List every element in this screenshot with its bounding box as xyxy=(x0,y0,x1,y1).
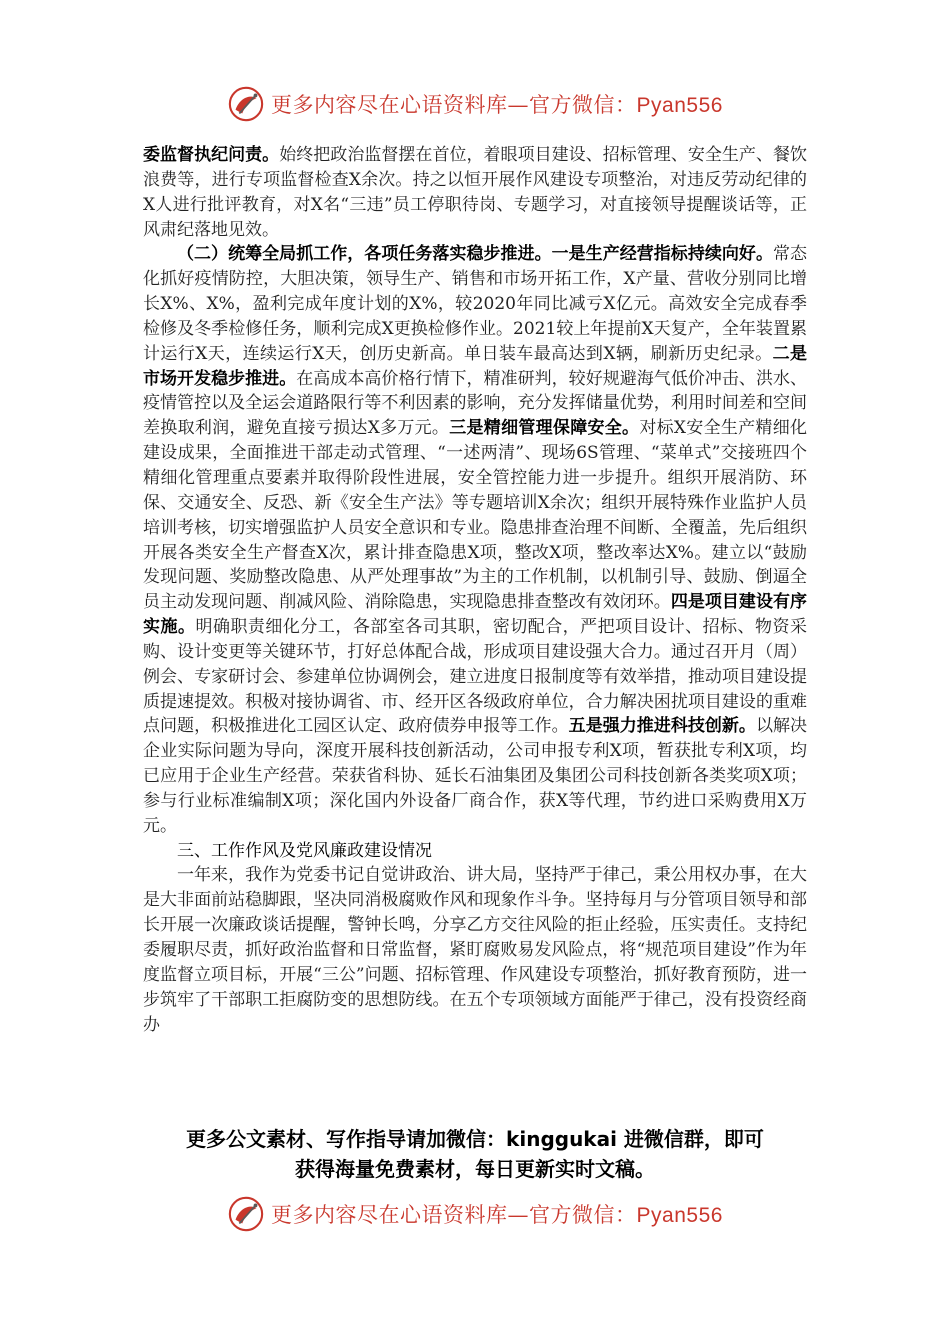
promo-line-1: 更多公文素材、写作指导请加微信：kinggukai 进微信群，即可 xyxy=(186,1127,764,1151)
paragraph-integrity: 一年来，我作为党委书记自觉讲政治、讲大局，坚持严于律己，秉公用权办事，在大是大非面前站稳脚跟，坚决同消极腐败作风和现象作斗争。坚持每月与分管项目领导和部长开展一次廉政谈话提醒，警钟长鸣，分享乙方交往风险的拒止经验，压实责任。支持纪委履职尽责，抓好政治监督和日常监督，紧盯腐败易发风险点，将“规范项目建设”作为年度监督立项目标，开展“三公”问题、招标管理、作风建设专项整治，抓好教育预防，进一步筑牢了干部职工拒腐防变的思想防线。在五个专项领域方面能严于律己，没有投资经商办 xyxy=(143,865,807,1035)
promo-line-2: 获得海量免费素材，每日更新实时文稿。 xyxy=(295,1157,655,1181)
xinyu-logo-icon xyxy=(227,85,265,123)
section-heading-3: 三、工作作风及党风廉政建设情况 xyxy=(177,840,432,861)
watermark-text: 更多内容尽在心语资料库—官方微信：Pyan556 xyxy=(271,1203,723,1227)
watermark-banner-top xyxy=(0,84,950,124)
paragraph-overall-work: （二）统筹全局抓工作，各项任务落实稳步推进。一是生产经营指标持续向好。常态化抓好疫情防控，大胆决策，领导生产、销售和市场开拓工作，X产量、营收分别同比增长X%、X%，盈利完成年度计划的X%，较2020年同比减亏X亿元。高效安全完成春季检修及冬季检修任务，顺利完成X更换检修作业。2021较上年提前X天复产，全年装置累计运行X天，连续运行X天，创历史新高。单日装车最高达到X辆，刷新历史纪录。二是市场开发稳步推进。在高成本高价格行情下，精准研判，较好规避海气低价冲击、洪水、疫情管控以及全运会道路限行等不利因素的影响，充分发挥储量优势，利用时间差和空间差换取利润，避免直接亏损达X多万元。三是精细管理保障安全。对标X安全生产精细化建设成果，全面推进干部走动式管理、“一述两清”、现场6S管理、“菜单式”交接班四个精细化管理重点要素并取得阶段性进展，安全管控能力进一步提升。组织开展消防、环保、交通安全、反恐、新《安全生产法》等专题培训X余次；组织开展特殊作业监护人员培训考核，切实增强监护人员安全意识和专业。隐患排查治理不间断、全覆盖，先后组织开展各类安全生产督查X次，累计排查隐患X项，整改X项，整改率达X%。建立以“鼓励发现问题、奖励整改隐患、从严处理事故”为主的工作机制，以机制引导、鼓励、倒逼全员主动发现问题、削减风险、消除隐患，实现隐患排查整改有效闭环。四是项目建设有序实施。明确职责细化分工，各部室各司其职，密切配合，严把项目设计、招标、物资采购、设计变更等关键环节，打好总体配合战，形成项目建设强大合力。通过召开月（周）例会、专家研讨会、参建单位协调例会，建立进度日报制度等有效举措，推动项目建设提质提速提效。积极对接协调省、市、经开区各级政府单位，合力解决困扰项目建设的重难点问题，积极推进化工园区认定、政府债券申报等工作。五是强力推进科技创新。以解决企业实际问题为导向，深度开展科技创新活动，公司申报专利X项，暂获批专利X项，均已应用于企业生产经营。荣获省科协、延长石油集团及集团公司科技创新各类奖项X项；参与行业标准编制X项；深化国内外设备厂商合作，获X等代理，节约进口采购费用X万元。 xyxy=(143,244,808,836)
watermark-text: 更多内容尽在心语资料库—官方微信：Pyan556 xyxy=(271,93,723,117)
paragraph-supervision: 委监督执纪问责。始终把政治监督摆在首位，着眼项目建设、招标管理、安全生产、餐饮浪费等，进行专项监督检查X余次。持之以恒开展作风建设专项整治，对违反劳动纪律的X人进行批评教育，对X名“三违”员工停职待岗、专题学习，对直接领导提醒谈话等，正风肃纪落地见效。 xyxy=(143,145,808,240)
document-body xyxy=(143,143,807,1037)
xinyu-logo-icon xyxy=(227,1195,265,1233)
watermark-banner-bottom xyxy=(0,1194,950,1234)
promo-block xyxy=(120,1124,830,1184)
